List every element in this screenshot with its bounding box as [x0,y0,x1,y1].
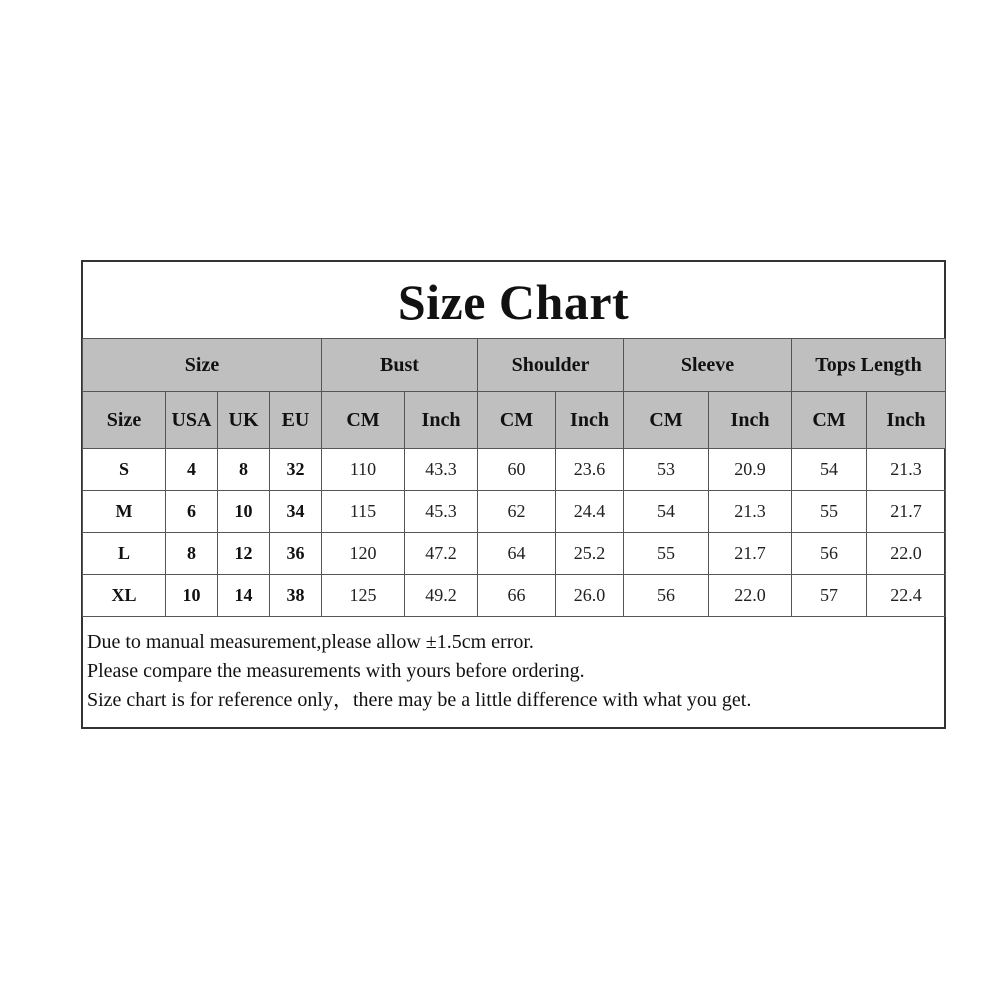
unit-header-eu: EU [270,392,322,449]
cell-sleeve-cm: 53 [624,449,709,491]
cell-uk: 10 [218,491,270,533]
cell-tops-length-cm: 54 [792,449,867,491]
unit-header-size: Size [83,392,166,449]
group-header-shoulder: Shoulder [478,339,624,392]
group-header-sleeve: Sleeve [624,339,792,392]
cell-bust-inch: 43.3 [405,449,478,491]
cell-shoulder-inch: 25.2 [556,533,624,575]
cell-tops-length-cm: 55 [792,491,867,533]
cell-usa: 8 [166,533,218,575]
cell-sleeve-inch: 20.9 [709,449,792,491]
unit-header-uk: UK [218,392,270,449]
cell-shoulder-cm: 64 [478,533,556,575]
table-row [83,449,946,491]
cell-shoulder-inch: 26.0 [556,575,624,617]
cell-usa: 6 [166,491,218,533]
unit-header-bust-inch: Inch [405,392,478,449]
cell-uk: 14 [218,575,270,617]
cell-bust-inch: 49.2 [405,575,478,617]
cell-uk: 8 [218,449,270,491]
unit-header-shoulder-inch: Inch [556,392,624,449]
table-row [83,575,946,617]
cell-tops-length-inch: 21.7 [867,491,946,533]
table-row [83,533,946,575]
cell-bust-cm: 120 [322,533,405,575]
cell-usa: 4 [166,449,218,491]
cell-usa: 10 [166,575,218,617]
size-chart [81,260,946,729]
cell-eu: 36 [270,533,322,575]
cell-sleeve-inch: 21.3 [709,491,792,533]
cell-shoulder-cm: 60 [478,449,556,491]
cell-size: M [83,491,166,533]
table-row [83,491,946,533]
cell-bust-cm: 125 [322,575,405,617]
cell-tops-length-cm: 56 [792,533,867,575]
unit-header-bust-cm: CM [322,392,405,449]
group-header-row [83,339,946,392]
cell-shoulder-cm: 62 [478,491,556,533]
cell-shoulder-cm: 66 [478,575,556,617]
cell-size: L [83,533,166,575]
cell-bust-cm: 110 [322,449,405,491]
unit-header-row [83,392,946,449]
note-line: Due to manual measurement,please allow ±1.5cm error. [87,631,534,653]
size-table [82,338,946,617]
cell-sleeve-inch: 21.7 [709,533,792,575]
cell-size: S [83,449,166,491]
cell-bust-cm: 115 [322,491,405,533]
unit-header-tops-length-inch: Inch [867,392,946,449]
cell-eu: 38 [270,575,322,617]
cell-eu: 32 [270,449,322,491]
unit-header-sleeve-inch: Inch [709,392,792,449]
cell-sleeve-inch: 22.0 [709,575,792,617]
cell-tops-length-inch: 22.0 [867,533,946,575]
unit-header-sleeve-cm: CM [624,392,709,449]
group-header-bust: Bust [322,339,478,392]
cell-bust-inch: 47.2 [405,533,478,575]
cell-bust-inch: 45.3 [405,491,478,533]
cell-size: XL [83,575,166,617]
note-line: Please compare the measurements with yours before ordering. [87,660,585,682]
unit-header-shoulder-cm: CM [478,392,556,449]
chart-title: Size Chart [397,274,630,330]
cell-tops-length-inch: 22.4 [867,575,946,617]
unit-header-tops-length-cm: CM [792,392,867,449]
cell-tops-length-inch: 21.3 [867,449,946,491]
measurement-notes [87,628,940,715]
cell-sleeve-cm: 56 [624,575,709,617]
cell-eu: 34 [270,491,322,533]
cell-sleeve-cm: 55 [624,533,709,575]
cell-shoulder-inch: 23.6 [556,449,624,491]
cell-shoulder-inch: 24.4 [556,491,624,533]
cell-tops-length-cm: 57 [792,575,867,617]
group-header-size: Size [83,339,322,392]
cell-uk: 12 [218,533,270,575]
group-header-tops-length: Tops Length [792,339,946,392]
unit-header-usa: USA [166,392,218,449]
cell-sleeve-cm: 54 [624,491,709,533]
note-line: Size chart is for reference only，there may be a little difference with what you get. [87,689,752,711]
